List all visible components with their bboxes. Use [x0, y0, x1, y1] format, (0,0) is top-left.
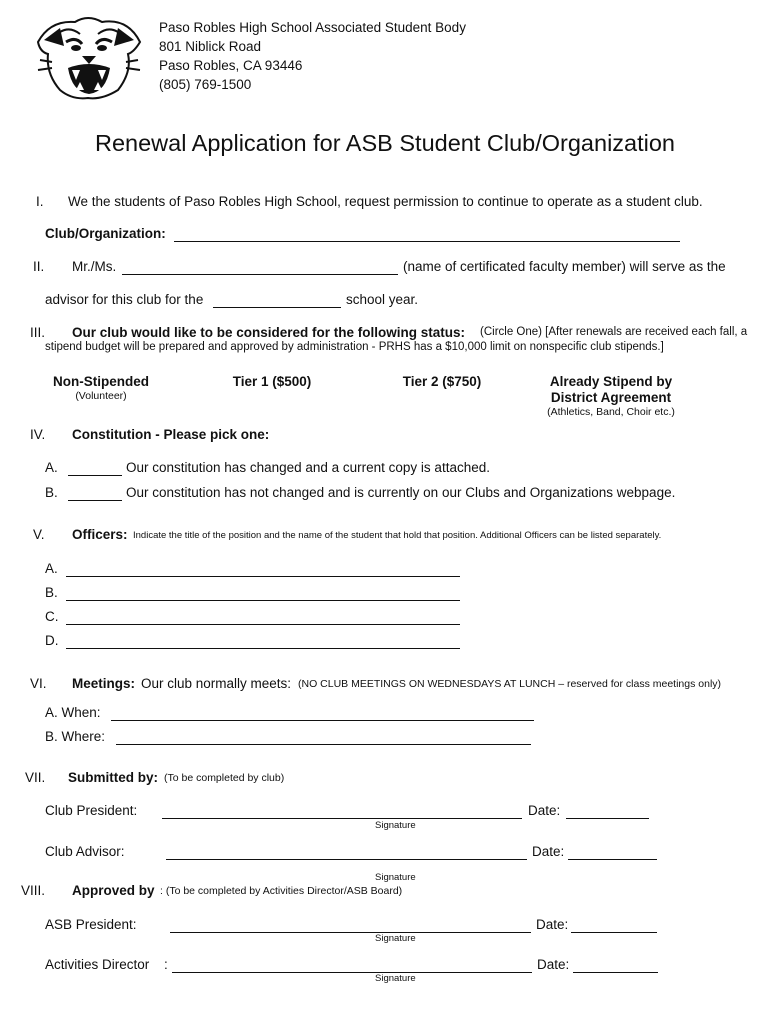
club-president-date-label: Date: [528, 803, 561, 818]
approved-note: : (To be completed by Activities Director/ASB Board) [160, 885, 403, 897]
option-non-stipended-sub: (Volunteer) [75, 390, 127, 402]
club-president-signature-field[interactable] [162, 803, 522, 819]
meeting-when-label: A. When: [45, 705, 101, 720]
officer-c-field[interactable] [66, 609, 460, 625]
club-president-label: Club President: [45, 803, 138, 818]
address-line-4: (805) 769-1500 [159, 77, 252, 92]
constitution-b-text: Our constitution has not changed and is currently on our Clubs and Organizations webpage. [126, 485, 676, 500]
section-6-numeral: VI. [30, 676, 47, 691]
section-1-text: We the students of Paso Robles High School, request permission to continue to operate as a student club. [68, 194, 703, 209]
option-already-stipend[interactable]: Already Stipend by [549, 374, 673, 389]
activities-director-label: Activities Director [45, 957, 150, 972]
constitution-a-text: Our constitution has changed and a current copy is attached. [126, 460, 490, 475]
activities-director-colon: : [164, 957, 168, 972]
activities-director-signature-caption: Signature [375, 973, 416, 984]
option-already-stipend-line2: District Agreement [550, 390, 672, 405]
club-label: Club/Organization: [45, 226, 166, 241]
constitution-b-letter: B. [45, 485, 58, 500]
status-note-1: (Circle One) [After renewals are received each fall, a [480, 326, 748, 338]
mr-ms-label: Mr./Ms. [72, 259, 117, 274]
meeting-where-field[interactable] [116, 729, 531, 745]
officers-note: Indicate the title of the position and the name of the student that hold that position. Additional Officers can be listed separately. [133, 530, 662, 541]
club-president-date-field[interactable] [566, 803, 649, 819]
club-advisor-signature-caption: Signature [375, 872, 416, 883]
option-tier-2[interactable]: Tier 2 ($750) [402, 374, 482, 389]
section-3-numeral: III. [30, 325, 46, 340]
constitution-a-letter: A. [45, 460, 58, 475]
section-2-numeral: II. [33, 259, 45, 274]
activities-director-date-label: Date: [537, 957, 570, 972]
status-heading: Our club would like to be considered for the following status: [72, 325, 466, 340]
asb-president-date-label: Date: [536, 917, 569, 932]
page-title: Renewal Application for ASB Student Club/Organization [94, 130, 676, 156]
officer-a-field[interactable] [66, 561, 460, 577]
submitted-heading: Submitted by: [68, 770, 158, 785]
club-advisor-date-label: Date: [532, 844, 565, 859]
officer-d-letter: D. [45, 633, 59, 648]
address-line-2: 801 Niblick Road [159, 39, 262, 54]
club-advisor-signature-field[interactable] [166, 844, 527, 860]
officers-heading: Officers: [72, 527, 128, 542]
asb-president-signature-caption: Signature [375, 933, 416, 944]
advisor-year-suffix: school year. [346, 292, 419, 307]
asb-president-signature-field[interactable] [170, 917, 531, 933]
meetings-note: (NO CLUB MEETINGS ON WEDNESDAYS AT LUNCH – reserved for class meetings only) [298, 678, 722, 690]
officer-a-letter: A. [45, 561, 58, 576]
approved-heading: Approved by [72, 883, 155, 898]
meeting-where-label: B. Where: [45, 729, 106, 744]
club-name-field[interactable] [174, 226, 680, 242]
advisor-year-prefix: advisor for this club for the [45, 292, 204, 307]
officer-d-field[interactable] [66, 633, 460, 649]
status-note-2: stipend budget will be prepared and approved by administration - PRHS has a $10,000 limit on nonspecific club stipends.] [45, 341, 664, 353]
asb-president-label: ASB President: [45, 917, 137, 932]
meetings-text: Our club normally meets: [141, 676, 292, 691]
club-advisor-label: Club Advisor: [45, 844, 125, 859]
section-5-numeral: V. [33, 527, 45, 542]
address-line-3: Paso Robles, CA 93446 [159, 58, 303, 73]
constitution-a-field[interactable] [68, 460, 122, 476]
option-already-stipend-sub: (Athletics, Band, Choir etc.) [547, 406, 675, 418]
faculty-name-field[interactable] [122, 259, 398, 275]
meeting-when-field[interactable] [111, 705, 534, 721]
faculty-suffix-text: (name of certificated faculty member) will serve as the [403, 259, 726, 274]
asb-president-date-field[interactable] [571, 917, 657, 933]
section-7-numeral: VII. [25, 770, 46, 785]
officer-c-letter: C. [45, 609, 59, 624]
activities-director-date-field[interactable] [573, 957, 658, 973]
club-advisor-date-field[interactable] [568, 844, 657, 860]
section-1-numeral: I. [36, 194, 44, 209]
option-non-stipended[interactable]: Non-Stipended [53, 374, 149, 389]
club-president-signature-caption: Signature [375, 820, 416, 831]
section-8-numeral: VIII. [21, 883, 46, 898]
address-line-1: Paso Robles High School Associated Student Body [159, 20, 466, 35]
school-year-field[interactable] [213, 292, 341, 308]
submitted-note: (To be completed by club) [164, 772, 285, 784]
option-tier-1[interactable]: Tier 1 ($500) [232, 374, 312, 389]
meetings-heading: Meetings: [72, 676, 136, 691]
section-4-numeral: IV. [30, 427, 46, 442]
officer-b-letter: B. [45, 585, 58, 600]
constitution-b-field[interactable] [68, 485, 122, 501]
bearcat-mascot-icon [30, 12, 145, 100]
officer-b-field[interactable] [66, 585, 460, 601]
constitution-heading: Constitution - Please pick one: [72, 427, 270, 442]
activities-director-signature-field[interactable] [172, 957, 532, 973]
